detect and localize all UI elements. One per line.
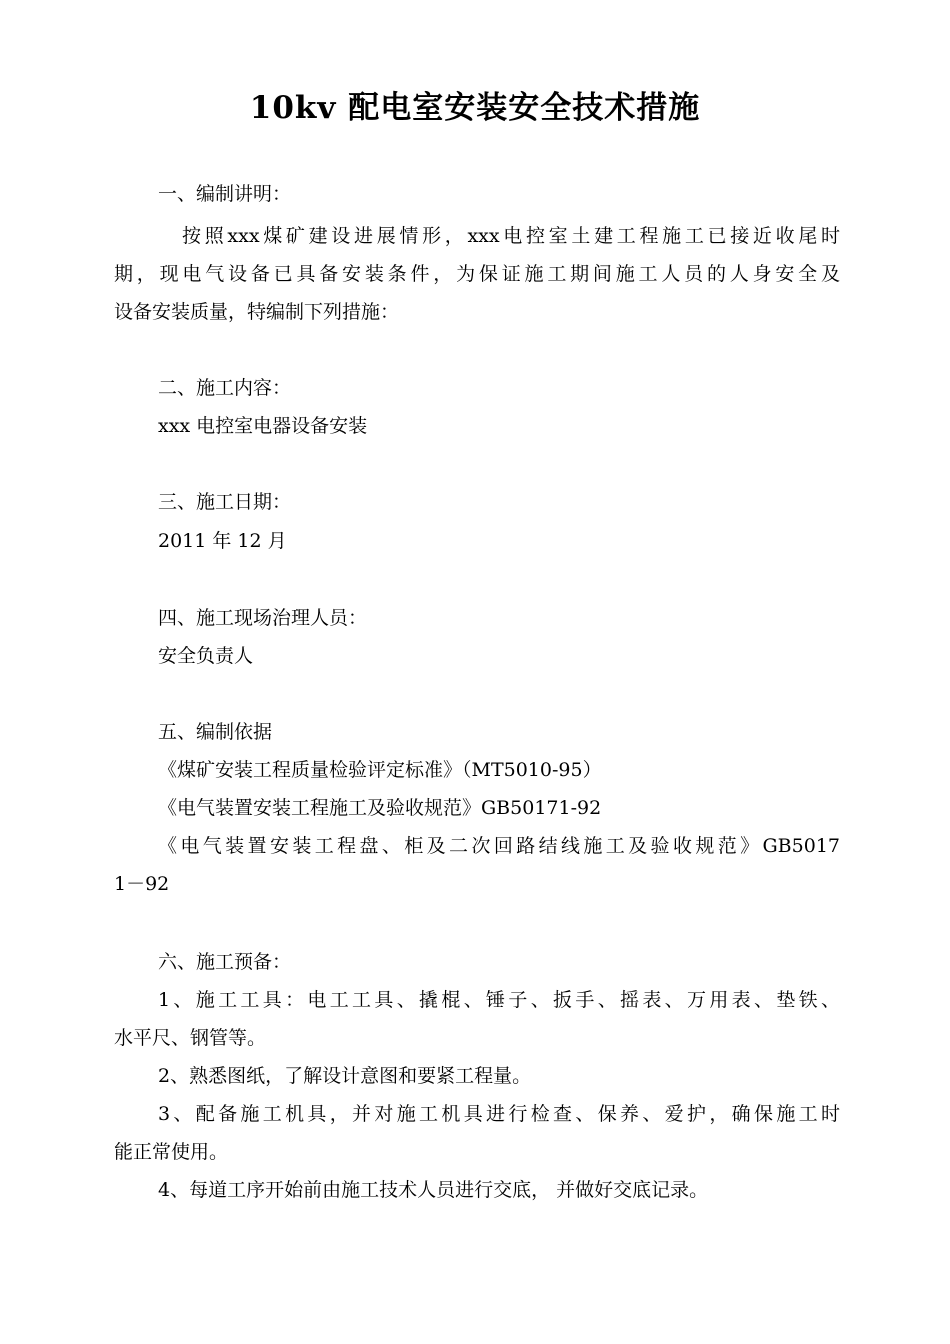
section-heading: 六、施工预备： bbox=[158, 951, 292, 973]
paragraph-line: 期，现电气设备已具备安装条件，为保证施工期间施工人员的人身安全及 bbox=[114, 263, 840, 285]
reference-line: 《电气装置安装工程施工及验收规范》GB50171-92 bbox=[158, 797, 602, 819]
paragraph-line: xxx 电控室电器设备安装 bbox=[158, 415, 368, 437]
paragraph-line: 按照xxx煤矿建设进展情形，xxx电控室土建工程施工已接近收尾时 bbox=[182, 225, 840, 247]
list-item: 能正常使用。 bbox=[114, 1141, 229, 1163]
document-title: 10kv 配电室安装安全技术措施 bbox=[249, 90, 701, 126]
paragraph-line: 设备安装质量，特编制下列措施： bbox=[114, 301, 400, 323]
reference-line: 1－92 bbox=[114, 873, 170, 895]
list-item: 1、施工工具：电工工具、撬棍、锤子、扳手、摇表、万用表、垫铁、 bbox=[158, 989, 840, 1011]
section-heading: 一、编制讲明： bbox=[158, 183, 292, 205]
list-item: 4、每道工序开始前由施工技术人员进行交底， 并做好交底记录。 bbox=[158, 1179, 709, 1201]
list-item: 3、配备施工机具，并对施工机具进行检查、保养、爱护，确保施工时 bbox=[158, 1103, 840, 1125]
paragraph-line: 2011 年 12 月 bbox=[158, 530, 287, 552]
section-heading: 二、施工内容： bbox=[158, 377, 292, 399]
section-heading: 四、施工现场治理人员： bbox=[158, 607, 368, 629]
paragraph-line: 安全负责人 bbox=[158, 645, 254, 667]
section-heading: 三、施工日期： bbox=[158, 491, 292, 513]
list-item: 水平尺、钢管等。 bbox=[114, 1027, 267, 1049]
reference-line: 《煤矿安装工程质量检验评定标准》（MT5010-95） bbox=[158, 759, 602, 781]
list-item: 2、熟悉图纸，了解设计意图和要紧工程量。 bbox=[158, 1065, 532, 1087]
reference-line: 《电气装置安装工程盘、柜及二次回路结线施工及验收规范》GB5017 bbox=[158, 835, 840, 857]
section-heading: 五、编制依据 bbox=[158, 721, 273, 743]
